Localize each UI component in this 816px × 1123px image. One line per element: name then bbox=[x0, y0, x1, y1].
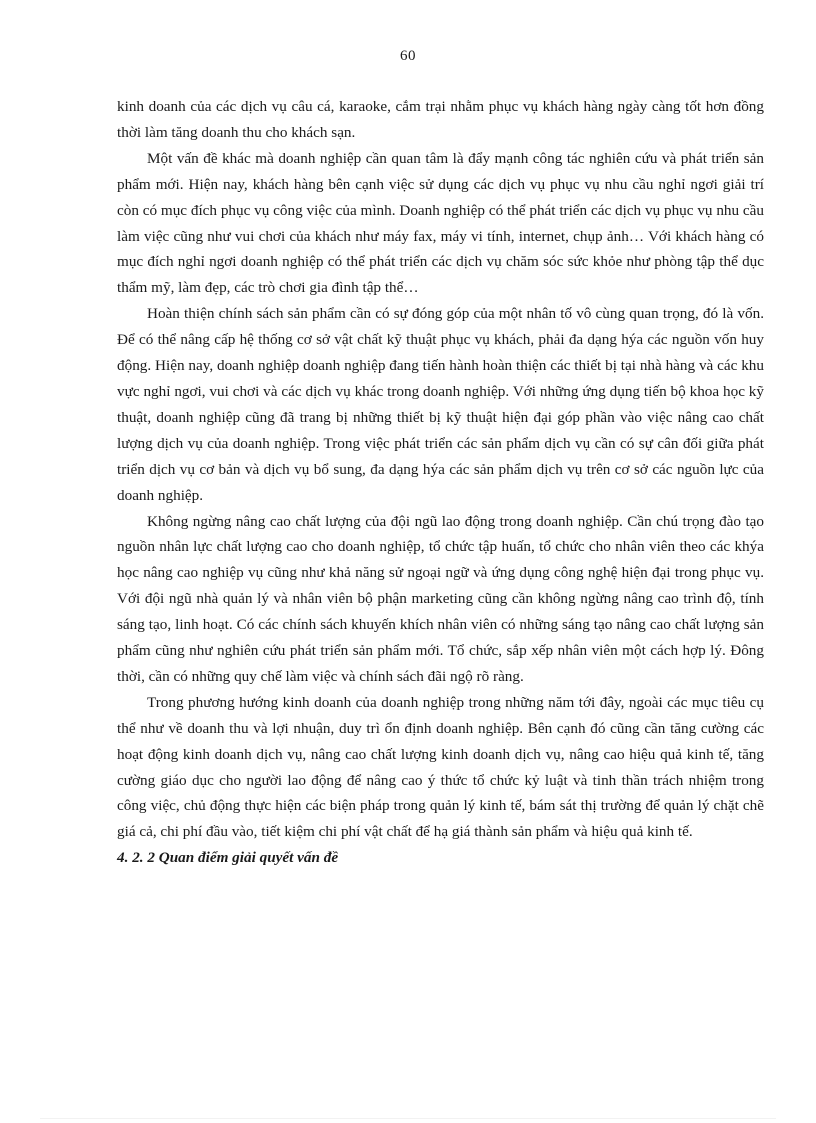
section-heading: 4. 2. 2 Quan điểm giải quyết vấn đề bbox=[117, 849, 339, 867]
paragraph-workforce: Không ngừng nâng cao chất lượng của đội ngũ lao động trong doanh nghiệp. Cần chú trọng đào tạo nguồn nhân lực chất lượng cao cho doanh nghiệp, tổ chức tập huấn, tổ chức cho nhân viên theo các khýa học nâng cao nghiệp vụ cũng như khả năng sử ngoại ngữ và ứng dụng công nghệ hiện đại trong phục vụ. Với đội ngũ nhà quản lý và nhân viên bộ phận marketing cũng cần không ngừng nâng cao trình độ, tính sáng tạo, linh hoạt. Có các chính sách khuyến khích nhân viên có những sáng tạo nâng cao chất lượng sản phẩm cũng như nghiên cứu phát triển sản phẩm mới. Tổ chức, sắp xếp nhân viên một cách hợp lý. Đông thời, cần có những quy chế làm việc và chính sách đãi ngộ rõ ràng. bbox=[117, 512, 764, 685]
paragraph-capital: Hoàn thiện chính sách sản phẩm cần có sự đóng góp của một nhân tố vô cùng quan trọng, đó là vốn. Để có thể nâng cấp hệ thống cơ sở vật chất kỹ thuật phục vụ khách, phải đa dạng hýa các nguồn vốn huy động. Hiện nay, doanh nghiệp doanh nghiệp đang tiến hành hoàn thiện các thiết bị tại nhà hàng và các khu vực nghỉ ngơi, vui chơi và các dịch vụ khác trong doanh nghiệp. Với những ứng dụng tiến bộ khoa học kỹ thuật, doanh nghiệp cũng đã trang bị những thiết bị kỹ thuật hiện đại góp phần vào việc nâng cao chất lượng dịch vụ của doanh nghiệp. Trong việc phát triển các sản phẩm dịch vụ cần có sự cân đối giữa phát triển dịch vụ cơ bản và dịch vụ bổ sung, đa dạng hýa các sản phẩm dịch vụ trên cơ sở các nguồn lực của doanh nghiệp. bbox=[117, 305, 764, 504]
paragraph-business-direction: Trong phương hướng kinh doanh của doanh nghiệp trong những năm tới đây, ngoài các mục tiêu cụ thể như về doanh thu và lợi nhuận, duy trì ổn định doanh nghiệp. Bên cạnh đó cũng cần tăng cường các hoạt động kinh doanh dịch vụ, nâng cao chất lượng kinh doanh dịch vụ, nâng cao hiệu quả kinh tế, tăng cường giáo dục cho người lao động để nâng cao ý thức tổ chức kỷ luật và tinh thần trách nhiệm trong công việc, chủ động thực hiện các biện pháp trong quản lý kinh tế, bám sát thị trường để quản lý chặt chẽ giá cả, chi phí đầu vào, tiết kiệm chi phí vật chất để hạ giá thành sản phẩm và hiệu quả kinh tế. bbox=[117, 693, 764, 841]
paragraph-continuation: kinh doanh của các dịch vụ câu cá, karaoke, cắm trại nhằm phục vụ khách hàng ngày càng tốt hơn đồng thời làm tăng doanh thu cho khách sạn. bbox=[117, 98, 764, 141]
page-number: 60 bbox=[400, 48, 416, 64]
paragraph-product-research: Một vấn đề khác mà doanh nghiệp cần quan tâm là đẩy mạnh công tác nghiên cứu và phát triển sản phẩm mới. Hiện nay, khách hàng bên cạnh việc sử dụng các dịch vụ phục vụ nhu cầu nghỉ ngơi giải trí còn có mục đích phục vụ công việc của mình. Doanh nghiệp có thể phát triển các dịch vụ phục vụ nhu cầu làm việc cũng như vui chơi của khách như máy fax, máy vi tính, internet, chụp ảnh… Với khách hàng có mục đích nghỉ ngơi doanh nghiệp có thể phát triển các dịch vụ chăm sóc sức khỏe như phòng tập thể dục thẩm mỹ, làm đẹp, các trò chơi gia đình tập thể… bbox=[117, 149, 764, 297]
body-text bbox=[117, 94, 764, 871]
page-bottom-edge bbox=[40, 1118, 776, 1119]
